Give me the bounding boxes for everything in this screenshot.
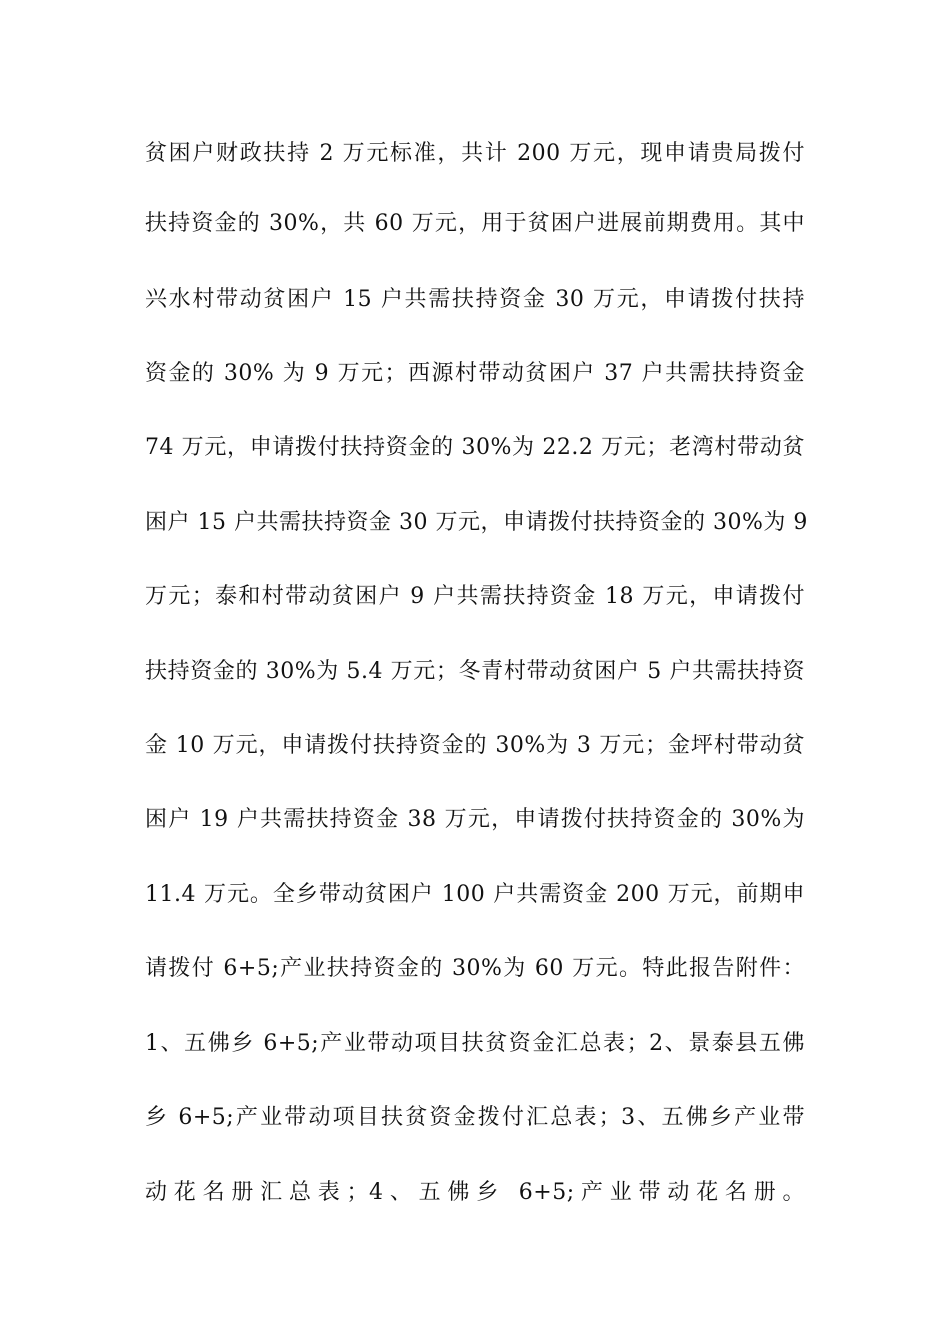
paragraph-line-2: 扶持资金的 30%，共 60 万元，用于贫困户进展前期费用。其中 bbox=[145, 211, 805, 236]
paragraph-line-15: 动花名册汇总表；4、五佛乡 6+5;产业带动花名册。 bbox=[145, 1180, 805, 1205]
paragraph-line-5: 74 万元，申请拨付扶持资金的 30%为 22.2 万元；老湾村带动贫 bbox=[145, 435, 805, 460]
paragraph-line-14: 乡 6+5;产业带动项目扶贫资金拨付汇总表；3、五佛乡产业带 bbox=[145, 1105, 805, 1130]
paragraph-line-7: 万元；泰和村带动贫困户 9 户共需扶持资金 18 万元，申请拨付 bbox=[145, 584, 805, 609]
paragraph-line-10: 困户 19 户共需扶持资金 38 万元，申请拨付扶持资金的 30%为 bbox=[145, 807, 805, 832]
paragraph-line-6: 困户 15 户共需扶持资金 30 万元，申请拨付扶持资金的 30%为 9 bbox=[145, 510, 808, 535]
paragraph-line-11: 11.4 万元。全乡带动贫困户 100 户共需资金 200 万元，前期申 bbox=[145, 882, 805, 907]
paragraph-line-4: 资金的 30% 为 9 万元；西源村带动贫困户 37 户共需扶持资金 bbox=[145, 361, 805, 386]
paragraph-line-8: 扶持资金的 30%为 5.4 万元；冬青村带动贫困户 5 户共需扶持资 bbox=[145, 659, 805, 684]
paragraph-line-13: 1、五佛乡 6+5;产业带动项目扶贫资金汇总表；2、景泰县五佛 bbox=[145, 1031, 805, 1056]
paragraph-line-3: 兴水村带动贫困户 15 户共需扶持资金 30 万元，申请拨付扶持 bbox=[145, 287, 805, 312]
paragraph-line-9: 金 10 万元，申请拨付扶持资金的 30%为 3 万元；金坪村带动贫 bbox=[145, 733, 805, 758]
paragraph-line-1: 贫困户财政扶持 2 万元标准，共计 200 万元，现申请贵局拨付 bbox=[145, 141, 805, 166]
paragraph-line-12: 请拨付 6+5;产业扶持资金的 30%为 60 万元。特此报告附件： bbox=[145, 956, 805, 981]
